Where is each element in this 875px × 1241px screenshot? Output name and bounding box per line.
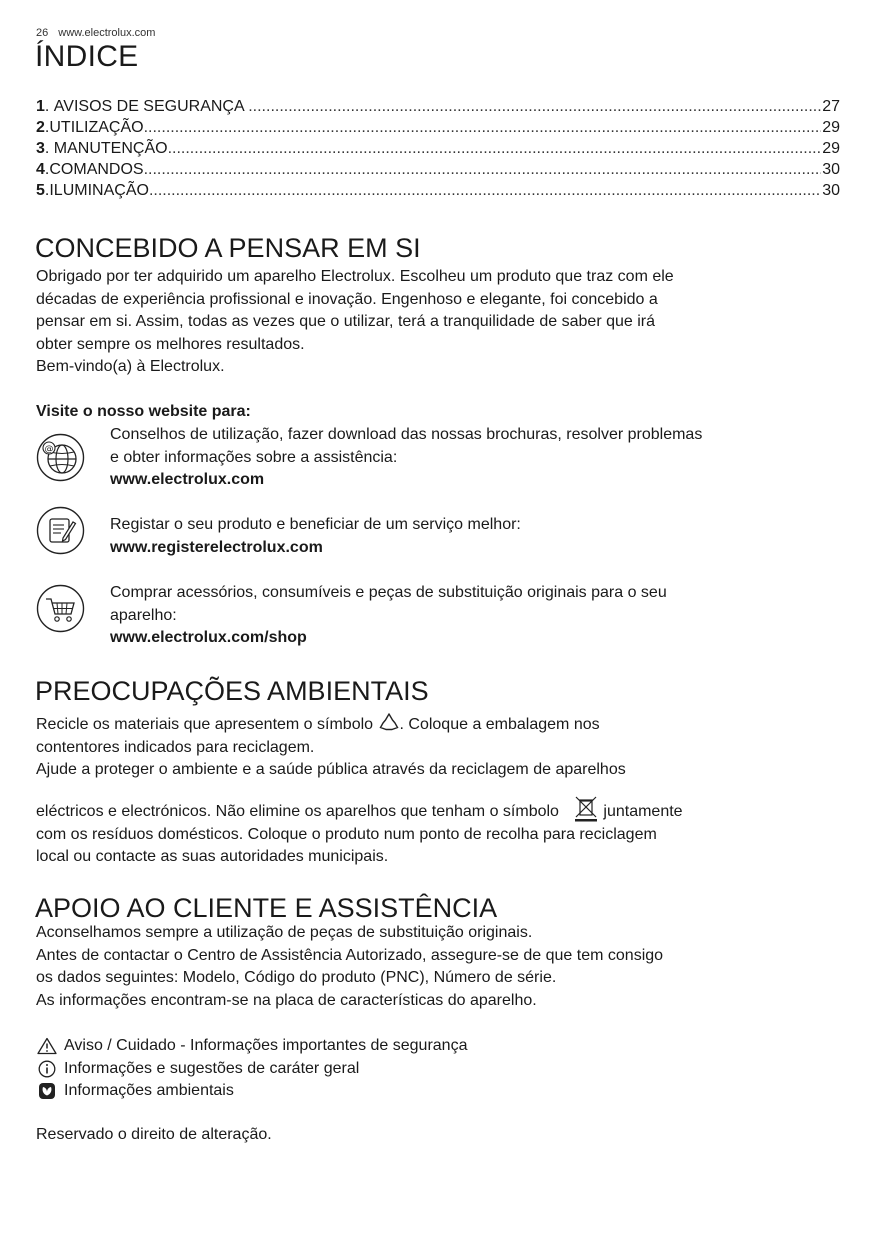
toc-label: UTILIZAÇÃO	[49, 119, 144, 136]
reserved-rights: Reservado o direito de alteração.	[36, 1126, 272, 1143]
legend-row	[36, 1058, 467, 1081]
concebido-body	[36, 266, 816, 379]
svg-text:@: @	[44, 444, 54, 455]
body-line: obter sempre os melhores resultados.	[36, 335, 305, 353]
body-line: Ajude a proteger o ambiente e a saúde pública através da reciclagem de aparelhos	[36, 761, 626, 778]
toc-leader	[248, 96, 821, 117]
body-line: local ou contacte as suas autoridades municipais.	[36, 848, 389, 865]
toc-leader	[149, 180, 821, 201]
toc-sep: .	[44, 182, 50, 199]
page-header	[36, 27, 155, 39]
toc-number: 1	[36, 98, 45, 115]
toc-sep: .	[44, 161, 50, 178]
body-text: juntamente	[603, 803, 683, 820]
toc-row[interactable]	[36, 117, 840, 138]
recycle-icon	[378, 711, 400, 733]
body-text: Recicle os materiais que apresentem o símbolo	[36, 716, 378, 733]
toc-page: 29	[822, 140, 840, 157]
ambientais-title: PREOCUPAÇÕES AMBIENTAIS	[35, 676, 429, 706]
body-line: com os resíduos domésticos. Coloque o produto num ponto de recolha para reciclagem	[36, 825, 657, 843]
body-line: décadas de experiência profissional e inovação. Engenhoso e elegante, foi concebido a	[36, 290, 658, 308]
visit-text: Conselhos de utilização, fazer download das nossas brochuras, resolver problemas	[110, 426, 703, 443]
body-line: Aconselhamos sempre a utilização de peças de substituição originais.	[36, 924, 533, 941]
legend-text: Informações e sugestões de caráter geral	[64, 1059, 360, 1077]
toc-row[interactable]	[36, 159, 840, 180]
toc-page: 30	[822, 182, 840, 199]
environment-leaf-icon	[38, 1082, 56, 1100]
concebido-title: CONCEBIDO A PENSAR EM SI	[35, 233, 421, 263]
toc-label: AVISOS DE SEGURANÇA	[53, 98, 249, 115]
toc-row[interactable]	[36, 96, 840, 117]
toc-row[interactable]	[36, 138, 840, 159]
legend-row	[36, 1080, 467, 1103]
toc-number: 3	[36, 140, 45, 157]
ambientais-body	[36, 711, 816, 782]
visit-item	[110, 514, 820, 559]
body-line	[36, 711, 816, 737]
toc-number: 5	[36, 182, 45, 199]
toc-label: ILUMINAÇÃO	[49, 182, 149, 199]
visit-item	[110, 424, 820, 492]
toc-row[interactable]	[36, 180, 840, 201]
register-form-icon	[36, 506, 85, 555]
toc-sep: .	[44, 140, 54, 157]
page-number: 26	[36, 27, 49, 39]
body-line	[36, 796, 816, 824]
body-line: contentores indicados para reciclagem.	[36, 738, 315, 756]
toc-sep: .	[44, 98, 54, 115]
toc-page: 27	[822, 98, 840, 115]
toc-number: 4	[36, 161, 45, 178]
header-site: www.electrolux.com	[58, 27, 156, 39]
body-line: Antes de contactar o Centro de Assistência Autorizado, assegure-se de que tem consigo	[36, 946, 664, 964]
body-line: Bem-vindo(a) à Electrolux.	[36, 358, 225, 375]
visit-text: aparelho:	[110, 606, 177, 624]
website-link[interactable]: www.electrolux.com	[110, 471, 265, 488]
toc-leader	[144, 117, 822, 138]
toc-page: 30	[822, 161, 840, 178]
toc-leader	[144, 159, 822, 180]
apoio-body	[36, 922, 816, 1012]
shopping-cart-icon	[36, 584, 85, 633]
visit-item	[110, 582, 820, 650]
warning-triangle-icon	[37, 1037, 57, 1055]
visit-text: e obter informações sobre a assistência:	[110, 448, 398, 466]
body-line: os dados seguintes: Modelo, Código do produto (PNC), Número de série.	[36, 969, 557, 986]
visit-text: Registar o seu produto e beneficiar de um serviço melhor:	[110, 516, 521, 533]
legend-text: Informações ambientais	[64, 1082, 234, 1099]
info-icon	[38, 1060, 56, 1078]
web-globe-icon	[36, 433, 85, 482]
toc-label: MANUTENÇÃO	[53, 140, 168, 157]
crossed-bin-icon	[571, 796, 601, 822]
body-line: Obrigado por ter adquirido um aparelho Electrolux. Escolheu um produto que traz com ele	[36, 268, 674, 285]
body-line: As informações encontram-se na placa de características do aparelho.	[36, 991, 537, 1009]
toc-sep: .	[44, 119, 50, 136]
ambientais-body-2	[36, 796, 816, 869]
toc-label: COMANDOS	[49, 161, 144, 178]
toc-page: 29	[822, 119, 840, 136]
visit-title: Visite o nosso website para:	[36, 403, 251, 420]
index-title: ÍNDICE	[35, 40, 139, 73]
legend-row	[36, 1035, 467, 1058]
apoio-title: APOIO AO CLIENTE E ASSISTÊNCIA	[35, 893, 498, 923]
shop-link[interactable]: www.electrolux.com/shop	[110, 629, 307, 646]
register-link[interactable]: www.registerelectrolux.com	[110, 538, 323, 556]
body-text: . Coloque a embalagem nos	[399, 716, 600, 733]
toc-number: 2	[36, 119, 45, 136]
toc-leader	[168, 138, 822, 159]
body-text: eléctricos e electrónicos. Não elimine os aparelhos que tenham o símbolo	[36, 803, 564, 820]
legend-text: Aviso / Cuidado - Informações importantes de segurança	[64, 1037, 468, 1054]
symbol-legend	[36, 1035, 467, 1103]
body-line: pensar em si. Assim, todas as vezes que o utilizar, terá a tranquilidade de saber que irá	[36, 313, 656, 330]
table-of-contents	[36, 96, 840, 201]
visit-text: Comprar acessórios, consumíveis e peças de substituição originais para o seu	[110, 584, 667, 601]
